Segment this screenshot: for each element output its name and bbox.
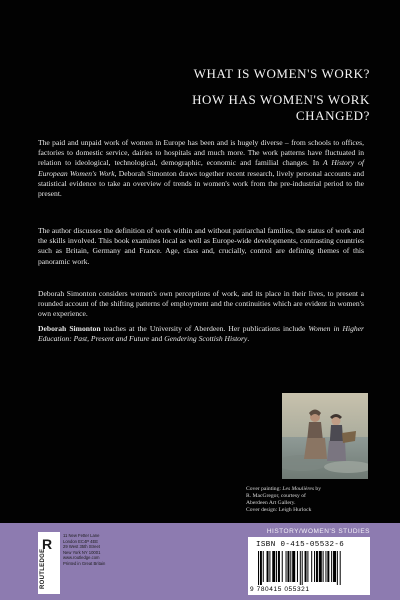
isbn-barcode-block [248, 537, 370, 595]
cover-credit-line-1 [246, 486, 374, 493]
blurb-paragraph-1-pre: The paid and unpaid work of women in Europe has been and is hugely diverse – from schools to offices, factories to domestic service, dairies to hospitals and much more. The work patterns have fluctuated in relation to ideological, technological, demographic, economic and familial changes. In [38, 138, 364, 168]
address-line: New York NY 10001 [63, 549, 101, 555]
barcode-bar [276, 551, 277, 582]
cover-credit-line-2: R. MacGregor, courtesy of [246, 493, 306, 499]
cover-painting-image [282, 393, 368, 479]
publisher-name: ROUTLEDGE [40, 548, 46, 589]
address-line: 29 West 35th Street [63, 544, 100, 550]
barcode-bar [260, 551, 262, 585]
address-line: Printed in Great Britain [63, 560, 106, 566]
barcode-bar [263, 551, 264, 582]
headline-question-2 [192, 92, 370, 124]
blurb-paragraph-1-post: , Deborah Simonton draws together recent research, lively personal accounts and statistical evidence to take an overview of trends in women's work from the pre-industrial period to the present. [38, 168, 364, 199]
barcode-bar [337, 551, 338, 585]
address-line: 11 New Fetter Lane [63, 533, 100, 538]
barcode-bar [307, 551, 308, 582]
barcode-bar [314, 551, 315, 582]
barcode-bar [297, 551, 298, 582]
barcode-icon [258, 551, 364, 585]
publisher-address [63, 533, 143, 567]
barcode-bar [286, 551, 287, 582]
barcode-bar [305, 551, 307, 582]
subject-category: HISTORY/WOMEN'S STUDIES [266, 528, 370, 535]
barcode-bar [290, 551, 291, 582]
barcode-bar [269, 551, 270, 582]
routledge-logo-icon: R [42, 536, 53, 552]
headline-question-1 [194, 66, 370, 82]
cover-credit-label: Cover painting: [246, 486, 283, 492]
barcode-bar [287, 551, 289, 582]
cover-credit-line-3: Aberdeen Art Gallery. [246, 500, 296, 506]
barcode-bar [267, 551, 269, 582]
author-bio-end: . [247, 334, 250, 344]
address-line: www.routledge.com [63, 555, 100, 561]
barcode-bar [282, 551, 283, 582]
author-bio [38, 324, 364, 344]
blurb-paragraph-1 [38, 138, 364, 199]
cover-credit [246, 486, 374, 514]
barcode-bar [278, 551, 280, 582]
barcode-bar [333, 551, 336, 582]
barcode-bar [331, 551, 332, 582]
cover-credit-by: by [314, 486, 322, 492]
author-bio-text: teaches at the University of Aberdeen. Her publications include [100, 324, 309, 333]
barcode-bar [316, 551, 318, 582]
barcode-bar [258, 551, 259, 585]
barcode-bar [340, 551, 341, 585]
barcode-bar [302, 551, 303, 585]
blurb-paragraph-2: The author discusses the definition of work within and without patriarchal families, the status of work and the skills involved. This book examines local as well as Europe-wide developments, contrasting countries such as Britain, Germany and France. Age, class and, crucially, control are defining themes of this panoramic work. [38, 226, 364, 266]
cover-credit-line-4: Cover design: Leigh Hurlock [246, 507, 312, 513]
blurb-paragraph-3: Deborah Simonton considers women's own perceptions of work, and its place in their lives, to present a rounded account of the shifting patterns of employment and the continuities which are evident in women's own experience. [38, 289, 364, 319]
publication-title-2: Gendering Scottish History [164, 334, 248, 344]
barcode-digits: 9 780415 055321 [250, 586, 310, 593]
barcode-bar [323, 551, 324, 582]
author-name: Deborah Simonton [38, 324, 101, 333]
painting-title: Les Moulières [282, 486, 315, 492]
barcode-bar [311, 551, 312, 582]
headline-question-1-text: WHAT IS WOMEN'S WORK? [193, 66, 370, 81]
publication-title-1: Women in Higher Education: Past, Present and Future [38, 324, 364, 344]
barcode-bar [327, 551, 329, 582]
barcode-bar [325, 551, 326, 582]
barcode-bar [319, 551, 322, 582]
painting-illustration [282, 393, 368, 479]
barcode-bar [300, 551, 301, 585]
publisher-logo [38, 532, 60, 594]
address-line: London EC4P 4EE [63, 538, 99, 544]
headline-question-2-line-1: HOW HAS WOMEN'S WORK [192, 92, 370, 107]
author-bio-joiner: and [149, 334, 165, 344]
barcode-bar [272, 551, 275, 582]
book-title-reference: A History of European Women's Work [38, 158, 364, 178]
headline-question-2-line-2: CHANGED? [295, 108, 370, 123]
barcode-bar [292, 551, 295, 582]
isbn-number: ISBN 0-415-05532-6 [256, 541, 345, 549]
